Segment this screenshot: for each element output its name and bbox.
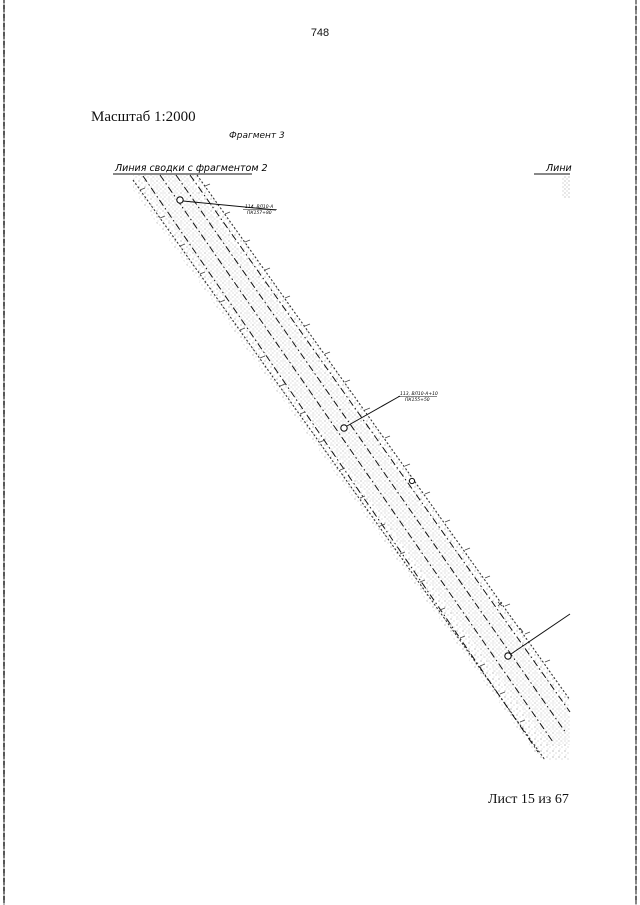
right-hatch-fragment bbox=[562, 176, 570, 198]
match-line-right-label: Лини bbox=[546, 163, 572, 174]
page-number: 748 bbox=[310, 27, 330, 39]
match-line-left-label: Линия сводки с фрагментом 2 bbox=[115, 163, 268, 174]
match-line-left bbox=[113, 163, 268, 174]
fragment-title: Фрагмент 3 bbox=[229, 131, 285, 141]
callout-1-line2: ПК157+80 bbox=[247, 211, 272, 216]
callout-1-line1: 114, ВЛ10-А bbox=[245, 205, 274, 210]
boundary-line-inner-right bbox=[176, 175, 566, 733]
sheet-number: Лист 15 из 67 bbox=[488, 792, 569, 807]
scale-label: Масштаб 1:2000 bbox=[91, 109, 196, 125]
callout-2-line2: ПК155+50 bbox=[405, 398, 430, 403]
match-line-right bbox=[534, 163, 572, 198]
survey-point-marker bbox=[409, 478, 414, 483]
callout-2-line1: 113, ВЛ10-А+10 bbox=[400, 392, 438, 397]
boundary-line-inner-left bbox=[160, 175, 553, 742]
